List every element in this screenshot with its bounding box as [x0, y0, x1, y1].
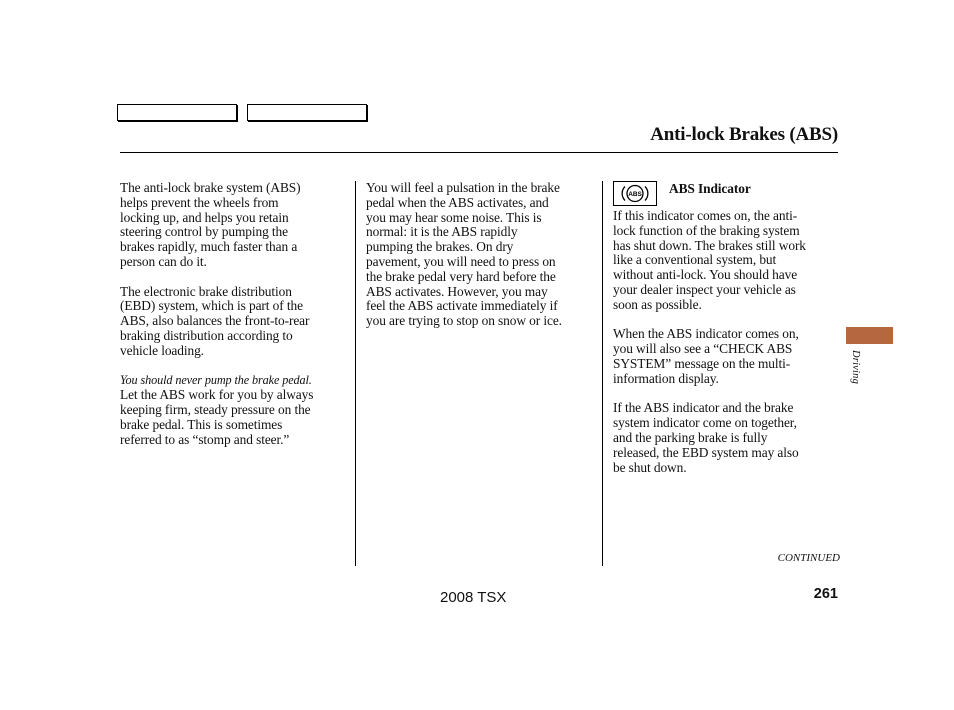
abs-indicator-heading: ABS Indicator — [669, 181, 751, 196]
abs-indicator-header — [613, 181, 841, 206]
section-tab[interactable] — [846, 327, 893, 344]
nav-button-2[interactable] — [247, 104, 367, 121]
caution-note: You should never pump the brake pedal. — [120, 373, 312, 388]
page-title: Anti-lock Brakes (ABS) — [650, 124, 838, 145]
column-3 — [613, 181, 841, 490]
column-1 — [120, 181, 350, 462]
column-2 — [366, 181, 596, 344]
paragraph-indicator-on: If this indicator comes on, the anti- lock function of the braking system has shut down. The brakes still work like a conventional system, but without anti-lock. You should have your dealer inspect your vehicle as soon as possible. — [613, 208, 806, 312]
paragraph-check-abs-message: When the ABS indicator comes on, you will also see a “CHECK ABS SYSTEM” message on the multi- information display. — [613, 326, 799, 386]
nav-button-1[interactable] — [117, 104, 237, 121]
paragraph-ebd-shutdown: If the ABS indicator and the brake system indicator come on together, and the parking brake is fully released, the EBD system may also be shut down. — [613, 400, 799, 475]
paragraph-pulsation: You will feel a pulsation in the brake pedal when the ABS activates, and you may hear some noise. This is normal: it is the ABS rapidly pumping the brakes. On dry pavement, you will need to press on the brake pedal very hard before the ABS activates. However, you may feel the ABS activate immediately if you are trying to stop on snow or ice. — [366, 180, 562, 329]
paragraph-abs-intro: The anti-lock brake system (ABS) helps prevent the wheels from locking up, and helps you retain steering control by pumping the brakes rapidly, much faster than a person can do it. — [120, 180, 301, 269]
page-number: 261 — [813, 586, 838, 602]
model-name: 2008 TSX — [440, 589, 507, 606]
paragraph-stomp-steer: Let the ABS work for you by always keeping firm, steady pressure on the brake pedal. This is sometimes referred to as “stomp and steer.” — [120, 387, 314, 447]
abs-icon-text: ABS — [628, 191, 642, 198]
title-rule — [120, 152, 838, 153]
abs-warning-icon — [613, 181, 657, 206]
column-divider-2 — [602, 181, 603, 566]
paragraph-ebd: The electronic brake distribution (EBD) system, which is part of the ABS, also balances the front-to-rear braking distribution according to vehicle loading. — [120, 283, 310, 358]
column-divider-1 — [355, 181, 356, 566]
section-tab-label: Driving — [850, 350, 861, 385]
continued-label: CONTINUED — [777, 552, 840, 564]
